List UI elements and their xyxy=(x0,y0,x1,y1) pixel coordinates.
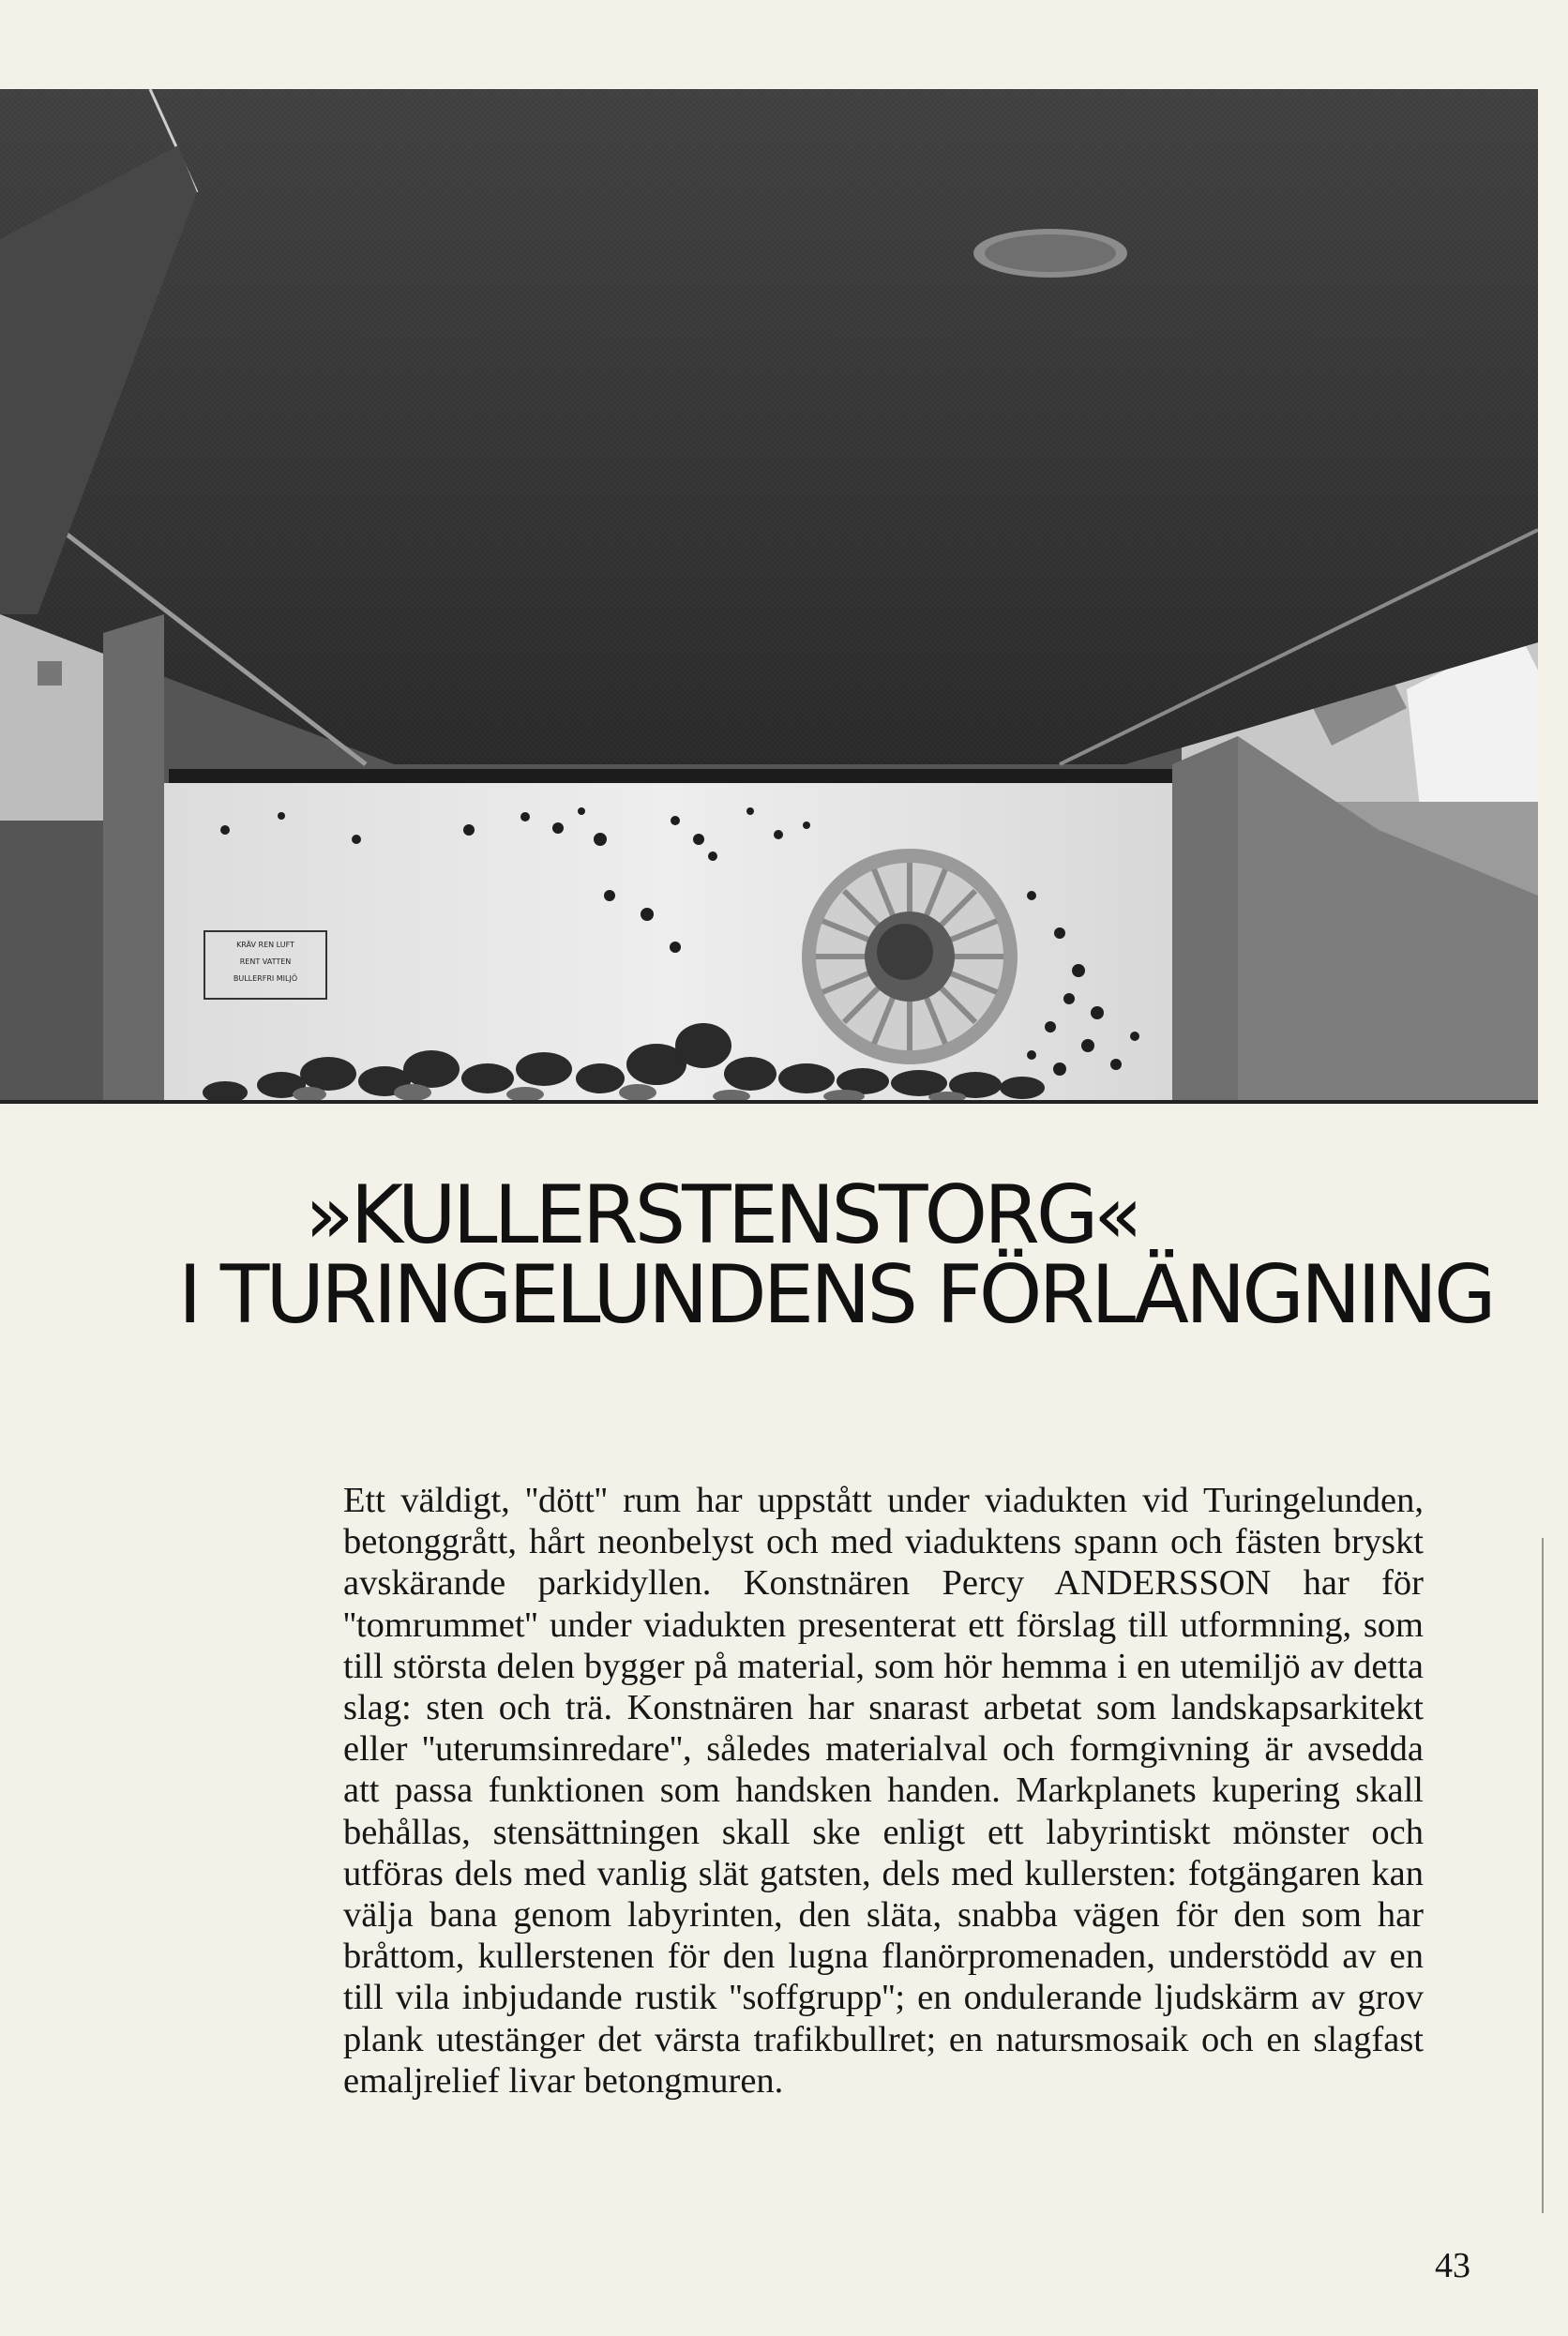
svg-text:KRÄV REN LUFT: KRÄV REN LUFT xyxy=(236,941,294,949)
svg-text:RENT VATTEN: RENT VATTEN xyxy=(239,957,292,966)
article-body: Ett väldigt, ''dött'' rum har uppstått under viadukten vid Turingelunden, betonggrått, hårt neonbelyst och med viaduktens spann och fästen bryskt avskärande parkidyllen. Konstnären Percy ANDERSSON har för ''tomrummet'' under viadukten presenterat ett förslag till utformning, som till största delen bygger på material, som hör hemma i en utemiljö av detta slag: sten och trä. Konstnären har snarast arbetat som landskapsarkitekt eller ''uterumsinredare'', således materialval och formgivning är avsedda att passa funktionen som handsken handen. Markplanets kupering skall behållas, stensättningen skall ske enligt ett labyrintiskt mönster och utföras dels med vanlig slät gatsten, dels med kullersten: fotgängaren kan välja bana genom labyrinten, den släta, snabba vägen för den som har bråttom, kullerstenen för den lugna flanörpromenaden, understödd av en till vila inbjudande rustik ''soffgrupp''; en ondulerande ljudskärm av grov plank utestänger det värsta trafikbullret; en natursmosaik och en slagfast emaljrelief livar betongmuren. xyxy=(343,1481,1424,2101)
page-edge-divider xyxy=(1542,1538,1544,2213)
viaduct-photo xyxy=(0,89,1538,1104)
headline-line-1: »KULLERSTENSTORG« xyxy=(305,1168,1139,1262)
viaduct-photo-graphic xyxy=(0,89,1538,1104)
svg-text:BULLERFRI MILJÖ: BULLERFRI MILJÖ xyxy=(233,974,298,983)
headline-line-2: I TURINGELUNDENS FÖRLÄNGNING xyxy=(178,1248,1493,1342)
page-number: 43 xyxy=(1435,2246,1470,2285)
